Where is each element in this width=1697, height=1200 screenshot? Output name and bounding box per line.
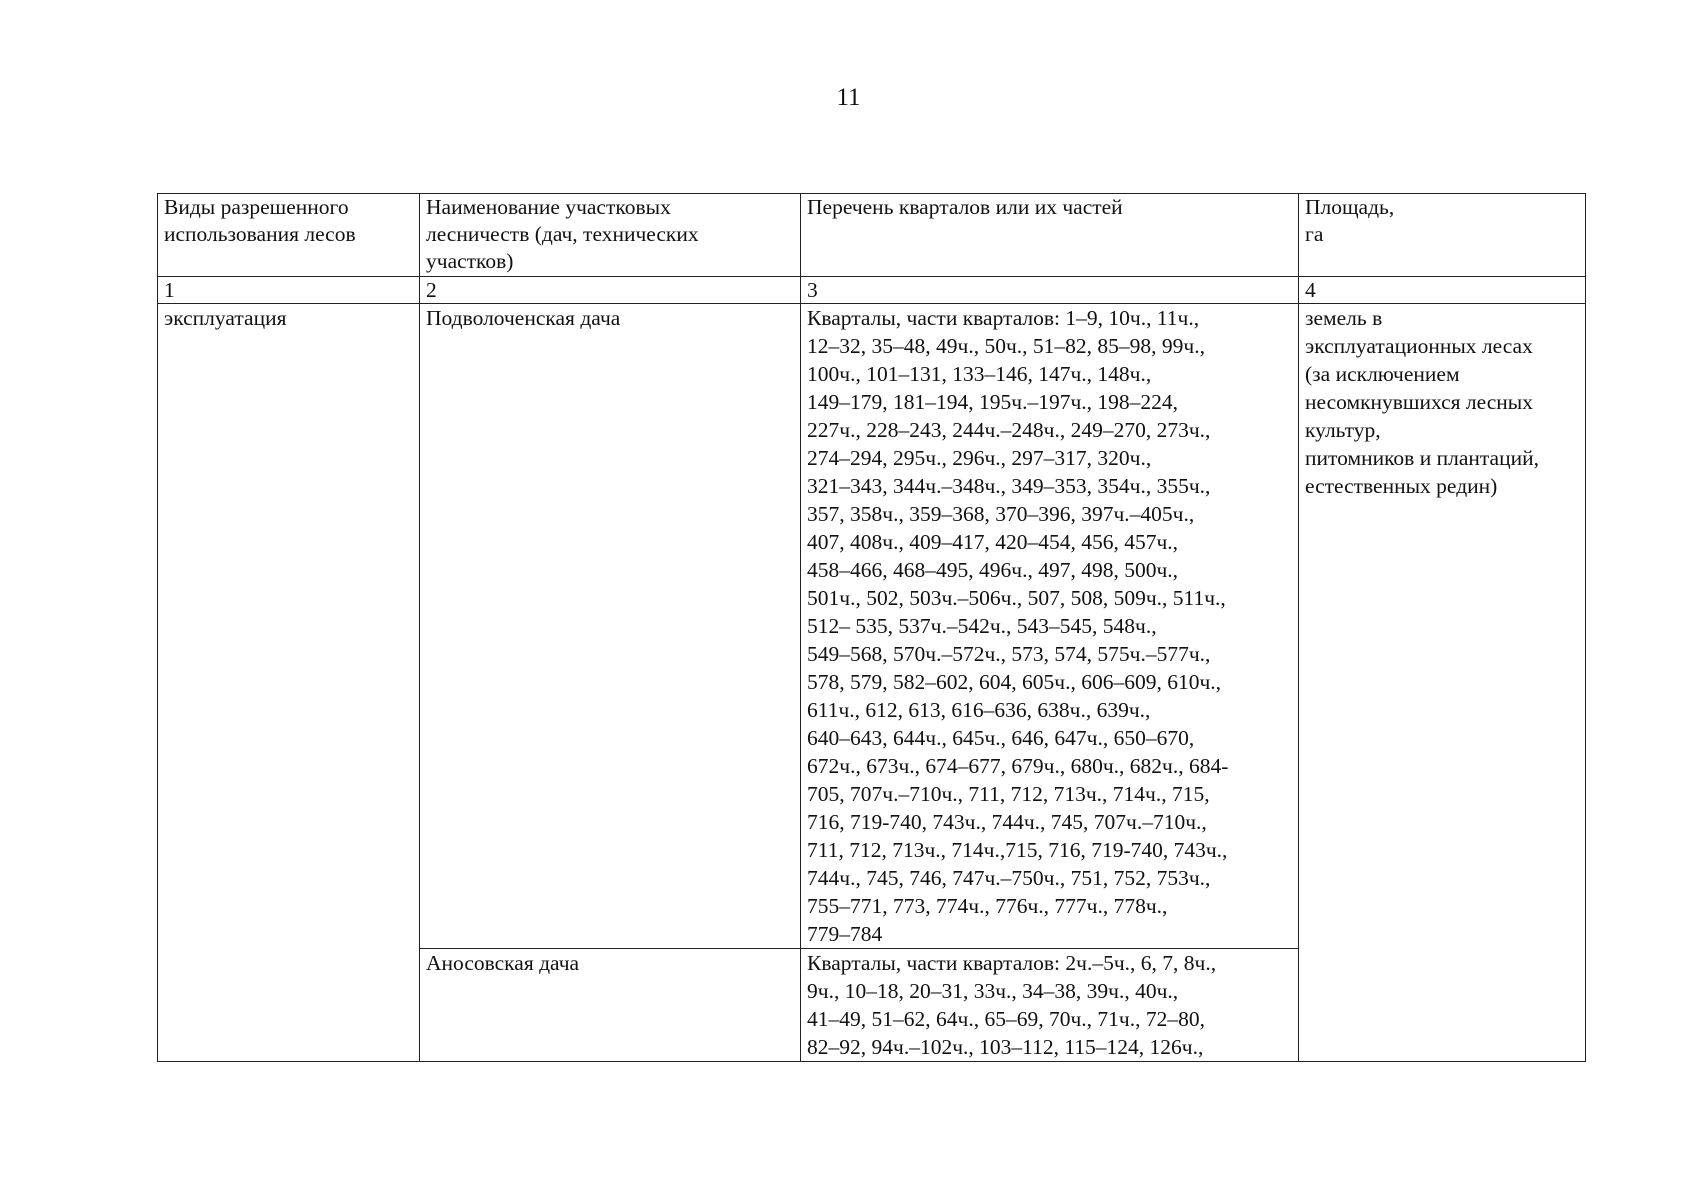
- dacha-name-cell: [420, 304, 801, 949]
- quarter-list-line: 549–568, 570ч.–572ч., 573, 574, 575ч.–577ч.,: [807, 642, 1211, 666]
- header-quarters-list: Перечень кварталов или их частей: [801, 194, 1299, 277]
- quarter-list-line: 149–179, 181–194, 195ч.–197ч., 198–224,: [807, 390, 1179, 414]
- quarter-list-line: 227ч., 228–243, 244ч.–248ч., 249–270, 273ч.,: [807, 418, 1211, 442]
- area-text-line: естественных редин): [1305, 474, 1498, 498]
- dacha-name: Подволоченская дача: [426, 306, 621, 330]
- header-dacha-name: Наименование участковых лесничеств (дач, технических участков): [420, 194, 801, 277]
- table-row: [158, 304, 1586, 949]
- header-use-type: Виды разрешенного использования лесов: [158, 194, 420, 277]
- area-text-line: земель в: [1305, 306, 1383, 330]
- dacha-name-cell: [420, 949, 801, 1062]
- column-number: 3: [801, 277, 1299, 304]
- quarter-list-line: 458–466, 468–495, 496ч., 497, 498, 500ч.,: [807, 558, 1179, 582]
- quarter-list-line: 321–343, 344ч.–348ч., 349–353, 354ч., 355ч.,: [807, 474, 1211, 498]
- quarters-cell: [801, 304, 1299, 949]
- quarter-list-line: 578, 579, 582–602, 604, 605ч., 606–609, 610ч.,: [807, 670, 1222, 694]
- quarter-list-line: 9ч., 10–18, 20–31, 33ч., 34–38, 39ч., 40ч.,: [807, 979, 1179, 1003]
- quarter-list-line: 716, 719-740, 743ч., 744ч., 745, 707ч.–710ч.,: [807, 810, 1207, 834]
- use-type-cell: [158, 304, 420, 1062]
- column-number-row: [158, 277, 1586, 304]
- quarter-list-line: 41–49, 51–62, 64ч., 65–69, 70ч., 71ч., 72–80,: [807, 1007, 1205, 1031]
- header-area: Площадь, га: [1299, 194, 1586, 277]
- area-text-line: питомников и плантаций,: [1305, 446, 1539, 470]
- quarter-list-line: 779–784: [807, 922, 883, 946]
- forest-use-table: [157, 193, 1586, 1062]
- column-number: 2: [420, 277, 801, 304]
- quarter-list-line: 357, 358ч., 359–368, 370–396, 397ч.–405ч.,: [807, 502, 1195, 526]
- quarters-cell: [801, 949, 1299, 1062]
- quarter-list-line: 274–294, 295ч., 296ч., 297–317, 320ч.,: [807, 446, 1152, 470]
- area-text-line: (за исключением: [1305, 362, 1460, 386]
- quarter-list-line: 512– 535, 537ч.–542ч., 543–545, 548ч.,: [807, 614, 1157, 638]
- quarter-list-line: 12–32, 35–48, 49ч., 50ч., 51–82, 85–98, 99ч.,: [807, 334, 1205, 358]
- quarter-list-line: 711, 712, 713ч., 714ч.,715, 716, 719-740, 743ч.,: [807, 838, 1228, 862]
- quarter-list-line: 82–92, 94ч.–102ч., 103–112, 115–124, 126ч.,: [807, 1035, 1204, 1059]
- quarter-list-line: 705, 707ч.–710ч., 711, 712, 713ч., 714ч., 715,: [807, 782, 1210, 806]
- area-text-line: несомкнувшихся лесных: [1305, 390, 1533, 414]
- table-header-row: [158, 194, 1586, 277]
- quarter-list-line: Кварталы, части кварталов: 2ч.–5ч., 6, 7, 8ч.,: [807, 951, 1217, 975]
- column-number: 1: [158, 277, 420, 304]
- quarter-list-line: 755–771, 773, 774ч., 776ч., 777ч., 778ч.,: [807, 894, 1168, 918]
- quarter-list-line: 100ч., 101–131, 133–146, 147ч., 148ч.,: [807, 362, 1152, 386]
- page-number: 11: [836, 84, 861, 111]
- quarter-list-line: 640–643, 644ч., 645ч., 646, 647ч., 650–670,: [807, 726, 1195, 750]
- use-type-text: эксплуатация: [164, 306, 287, 330]
- column-number: 4: [1299, 277, 1586, 304]
- quarter-list-line: Кварталы, части кварталов: 1–9, 10ч., 11ч.,: [807, 306, 1200, 330]
- dacha-name: Аносовская дача: [426, 951, 580, 975]
- area-cell: [1299, 304, 1586, 1062]
- area-text-line: культур,: [1305, 418, 1381, 442]
- quarter-list-line: 744ч., 745, 746, 747ч.–750ч., 751, 752, 753ч.,: [807, 866, 1211, 890]
- quarter-list-line: 501ч., 502, 503ч.–506ч., 507, 508, 509ч., 511ч.,: [807, 586, 1226, 610]
- quarter-list-line: 672ч., 673ч., 674–677, 679ч., 680ч., 682ч., 684-: [807, 754, 1229, 778]
- quarter-list-line: 611ч., 612, 613, 616–636, 638ч., 639ч.,: [807, 698, 1151, 722]
- quarter-list-line: 407, 408ч., 409–417, 420–454, 456, 457ч.,: [807, 530, 1179, 554]
- area-text-line: эксплуатационных лесах: [1305, 334, 1533, 358]
